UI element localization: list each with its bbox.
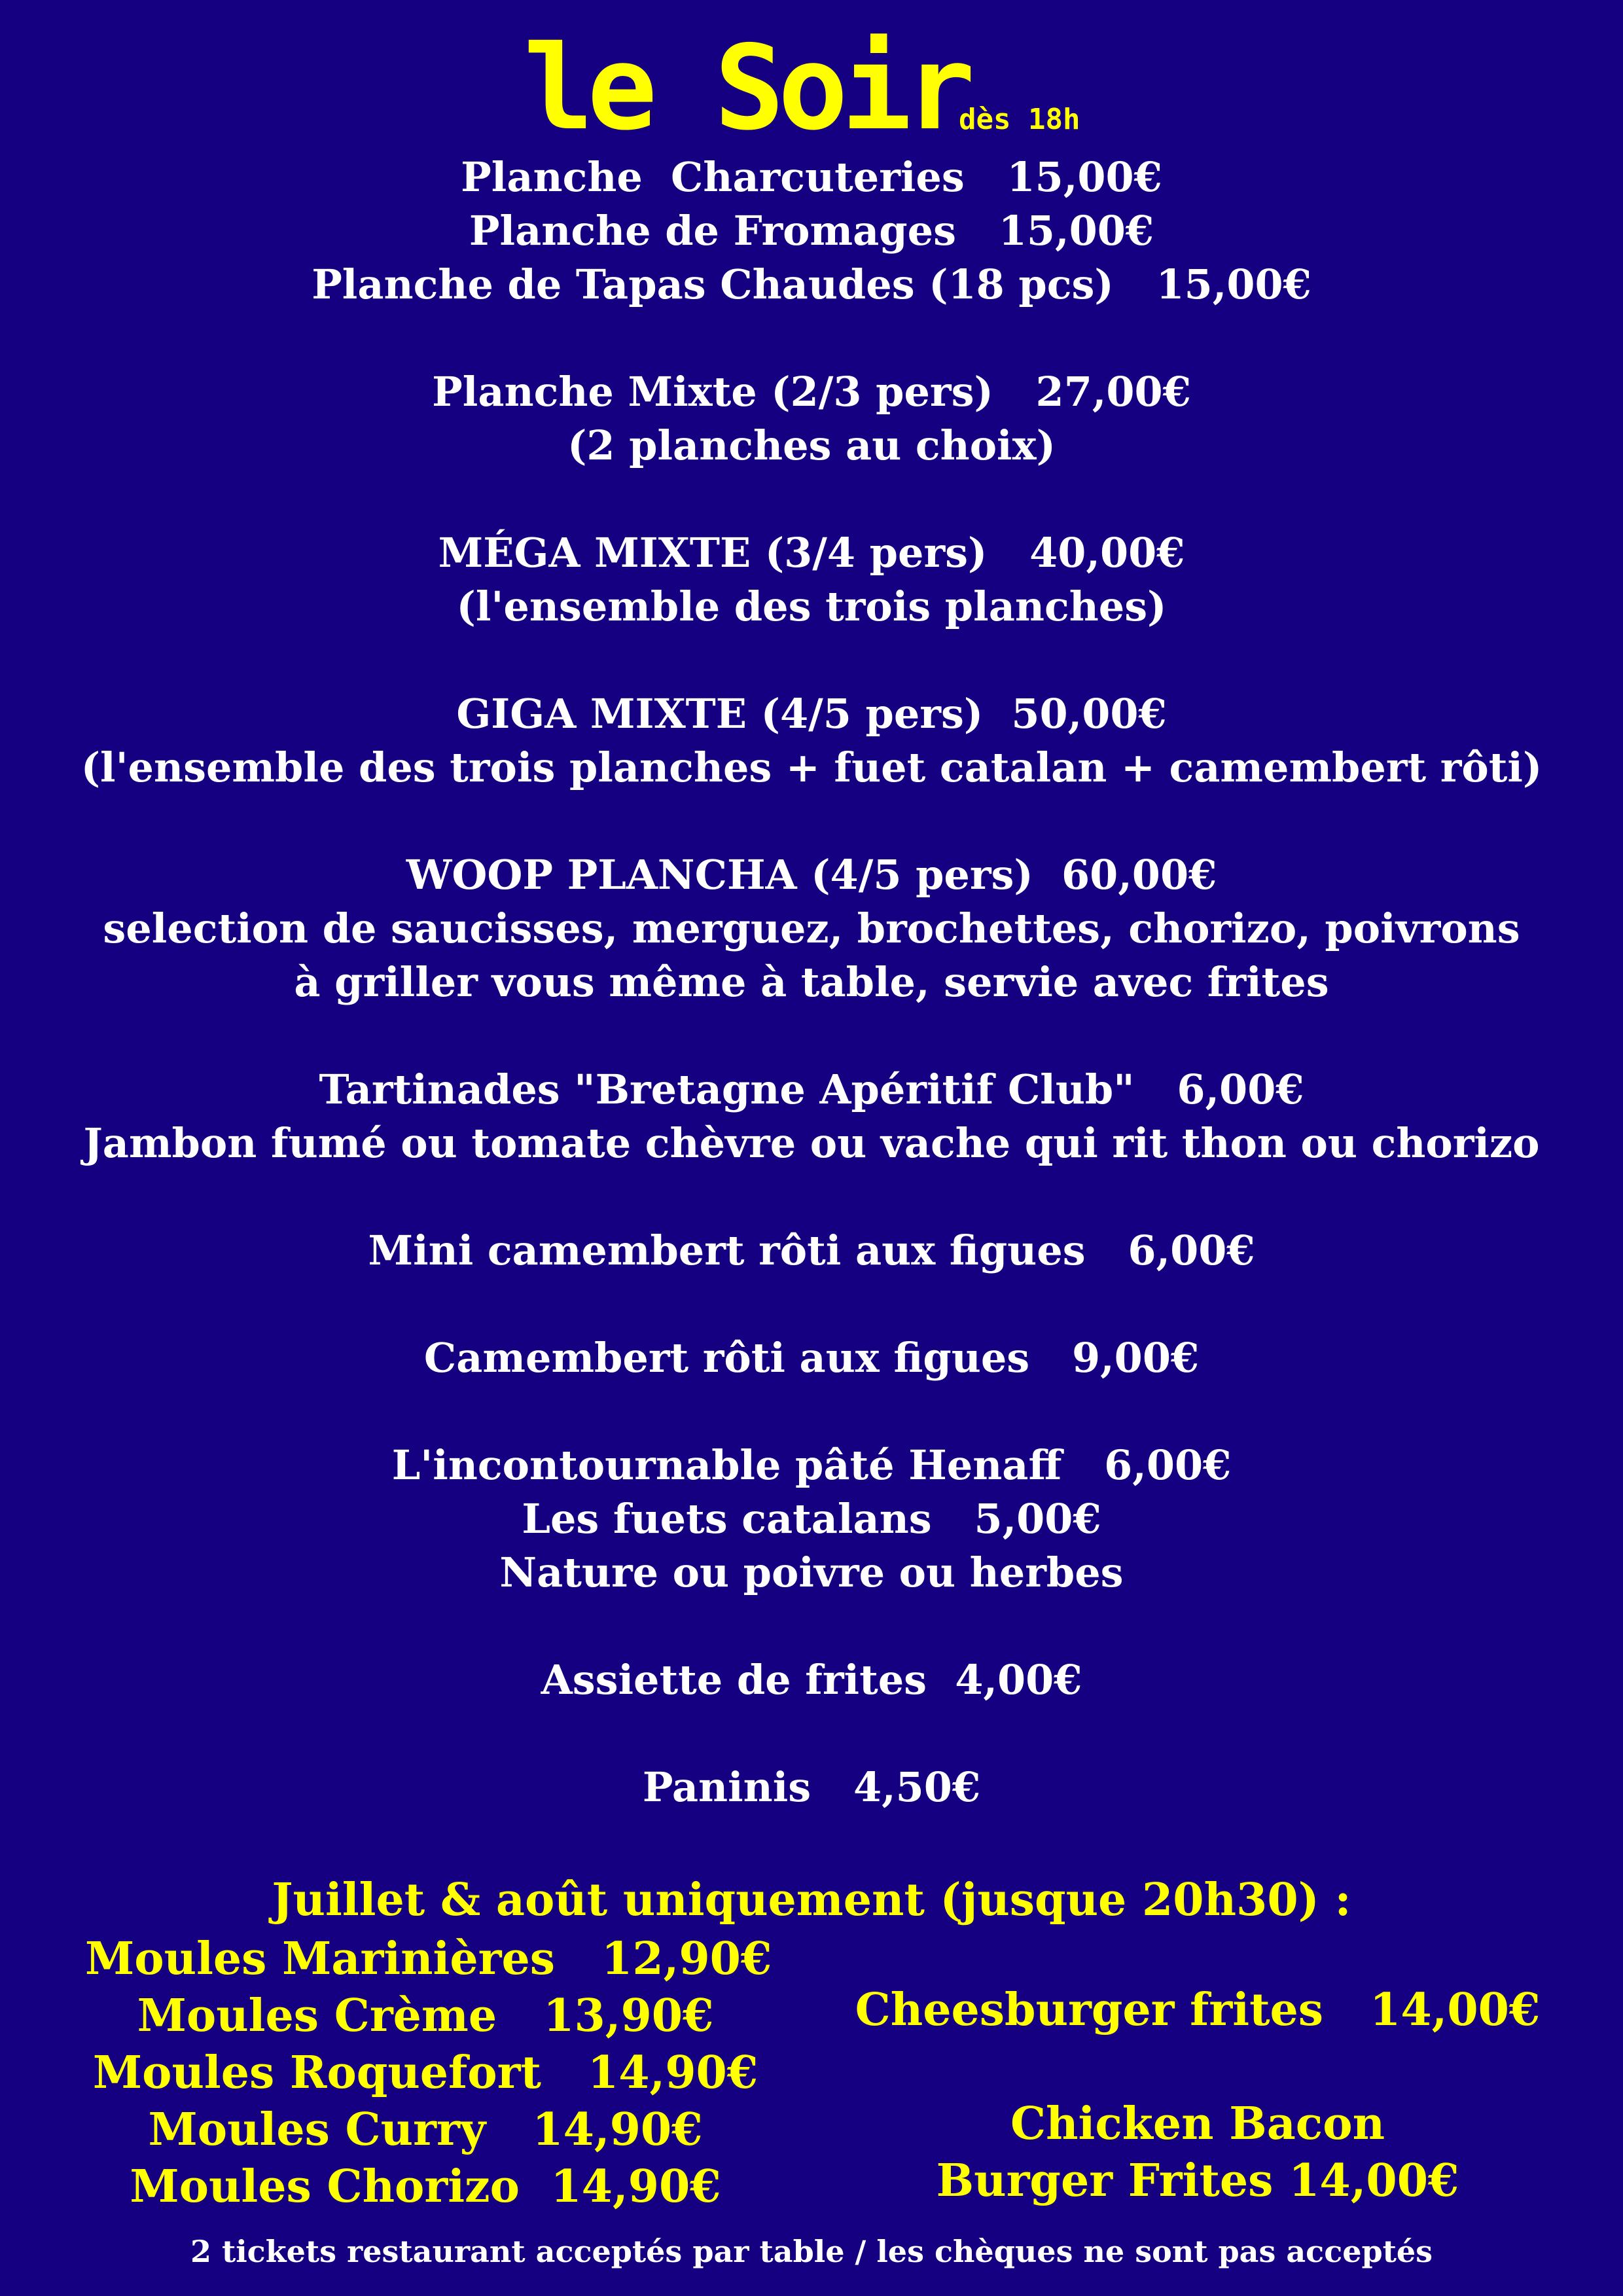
- list-item: Moules Crème 13,90€: [137, 1990, 714, 2042]
- menu-title: le Soir: [524, 20, 969, 156]
- summer-heading: Juillet & août uniquement (jusque 20h30) :: [272, 1874, 1351, 1926]
- menu-item-giga-mixte-desc: (l'ensemble des trois planches + fuet catalan + camembert rôti): [80, 744, 1543, 791]
- menu-item-fuets-desc: Nature ou poivre ou herbes: [499, 1549, 1124, 1596]
- menu-item-tartinades-desc: Jambon fumé ou tomate chèvre ou vache qui rit thon ou chorizo: [83, 1119, 1540, 1167]
- menu-item-fromages: Planche de Fromages 15,00€: [469, 207, 1154, 255]
- menu-item-planche-mixte: Planche Mixte (2/3 pers) 27,00€: [432, 368, 1191, 416]
- menu-item-tartinades: Tartinades "Bretagne Apéritif Club" 6,00€: [319, 1066, 1304, 1113]
- menu-item-mini-camembert: Mini camembert rôti aux figues 6,00€: [368, 1227, 1255, 1274]
- footer-note: 2 tickets restaurant acceptés par table / les chèques ne sont pas acceptés: [190, 2234, 1433, 2269]
- cheeseburger-item: [851, 1982, 1544, 2039]
- list-item: Moules Marinières 12,90€: [85, 1933, 772, 1985]
- cheeseburger-label: Cheesburger frites 14,00€: [855, 1984, 1541, 2036]
- chicken-burger-line2: Burger Frites 14,00€: [936, 2155, 1459, 2207]
- menu-item-paninis: Paninis 4,50€: [642, 1763, 981, 1811]
- list-item: Moules Chorizo 14,90€: [130, 2161, 721, 2213]
- menu-item-mega-mixte: MÉGA MIXTE (3/4 pers) 40,00€: [438, 529, 1185, 577]
- menu-item-giga-mixte: GIGA MIXTE (4/5 pers) 50,00€: [456, 690, 1167, 738]
- chicken-burger-line1: Chicken Bacon: [1010, 2098, 1385, 2150]
- list-item: Moules Curry 14,90€: [148, 2104, 703, 2156]
- menu-item-pate-henaff: L'incontournable pâté Henaff 6,00€: [391, 1441, 1232, 1489]
- chicken-burger-item: [851, 2096, 1544, 2210]
- menu-item-fuets: Les fuets catalans 5,00€: [522, 1495, 1101, 1543]
- menu-item-camembert: Camembert rôti aux figues 9,00€: [423, 1334, 1200, 1382]
- menu-subtitle: dès 18h: [959, 103, 1080, 136]
- menu-item-planche-mixte-desc: (2 planches au choix): [567, 422, 1056, 469]
- menu-item-mega-mixte-desc: (l'ensemble des trois planches): [456, 583, 1167, 630]
- menu-item-frites: Assiette de frites 4,00€: [541, 1656, 1082, 1704]
- menu-item-woop-plancha: WOOP PLANCHA (4/5 pers) 60,00€: [406, 851, 1217, 899]
- list-item: Moules Roquefort 14,90€: [92, 2047, 758, 2099]
- mussels-list: [85, 1931, 772, 2215]
- menu-item-tapas: Planche de Tapas Chaudes (18 pcs) 15,00€: [312, 260, 1311, 308]
- menu-item-woop-plancha-desc2: à griller vous même à table, servie avec frites: [294, 958, 1329, 1006]
- menu-item-woop-plancha-desc1: selection de saucisses, merguez, brochettes, chorizo, poivrons: [103, 905, 1520, 952]
- menu-item-charcuteries: Planche Charcuteries 15,00€: [461, 153, 1162, 201]
